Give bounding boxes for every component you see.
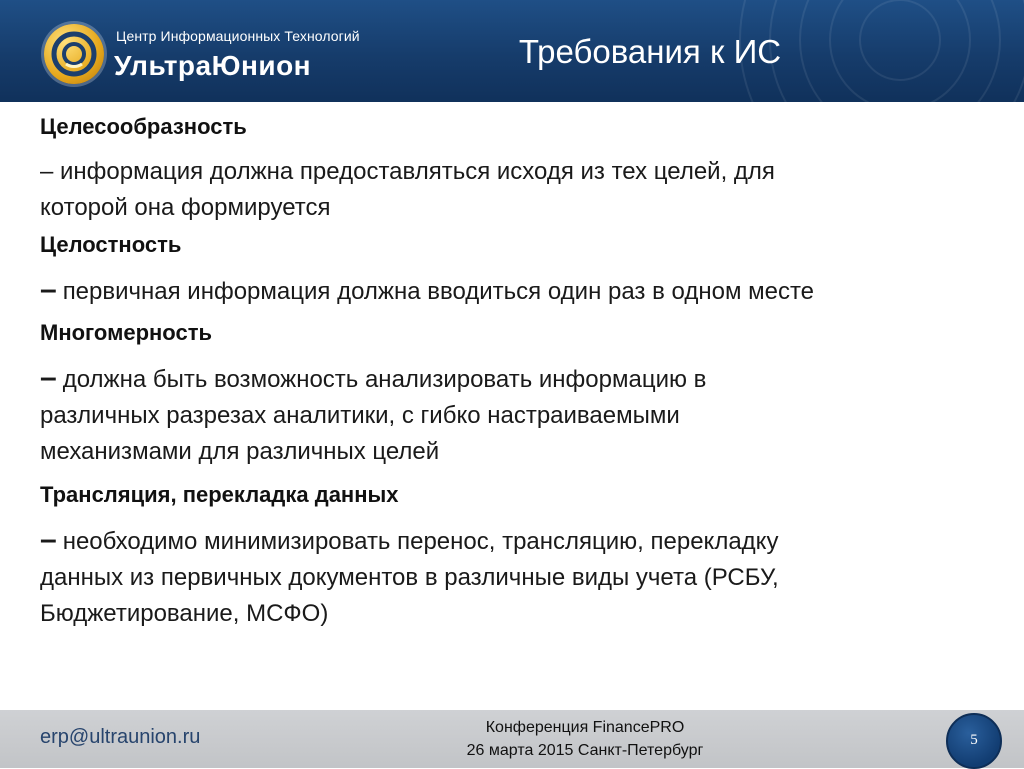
requirement-term-integrity: Целостность: [40, 232, 182, 257]
requirement-term-multidimensionality: Многомерность: [40, 320, 212, 345]
desc-line: – информация должна предоставляться исходя из тех целей, для: [40, 158, 775, 185]
header-bar: [0, 0, 1024, 102]
conference-info: [430, 716, 740, 762]
desc-line: механизмами для различных целей: [40, 438, 440, 465]
page-number-badge: [946, 713, 1002, 769]
desc-line: – должна быть возможность анализировать информацию в: [40, 361, 707, 394]
desc-line: различных разрезах аналитики, с гибко настраиваемыми: [40, 402, 680, 429]
desc-line: Бюджетирование, МСФО): [40, 600, 329, 627]
requirements-list: [40, 108, 990, 632]
contact-email: erp@ultraunion.ru: [40, 726, 201, 748]
desc-line: данных из первичных документов в различные виды учета (РСБУ,: [40, 564, 779, 591]
conference-name: Конференция FinancePRO: [485, 719, 685, 736]
desc-line: – необходимо минимизировать перенос, трансляцию, перекладку: [40, 523, 779, 556]
requirement-desc-expediency: [40, 154, 990, 226]
logo-subtitle: Центр Информационных Технологий: [116, 28, 360, 44]
slide-title: Требования к ИС: [518, 33, 782, 70]
page-number: 5: [970, 732, 978, 748]
requirement-desc-multidimensionality: [40, 360, 990, 470]
requirement-term-expediency: Целесообразность: [40, 114, 247, 139]
logo-emblem-icon: [44, 24, 104, 84]
requirement-desc-translation: [40, 522, 990, 632]
dash-bullet: –: [40, 361, 57, 394]
requirement-term-translation: Трансляция, перекладка данных: [40, 482, 399, 507]
dash-bullet: –: [40, 273, 57, 306]
logo-name: УльтраЮнион: [114, 50, 312, 81]
dash-bullet: –: [40, 523, 57, 556]
desc-line: которой она формируется: [40, 194, 331, 221]
requirement-desc-integrity: [40, 272, 990, 310]
desc-line: – первичная информация должна вводиться один раз в одном месте: [40, 273, 815, 306]
conference-date-place: 26 марта 2015 Санкт-Петербург: [466, 742, 704, 759]
